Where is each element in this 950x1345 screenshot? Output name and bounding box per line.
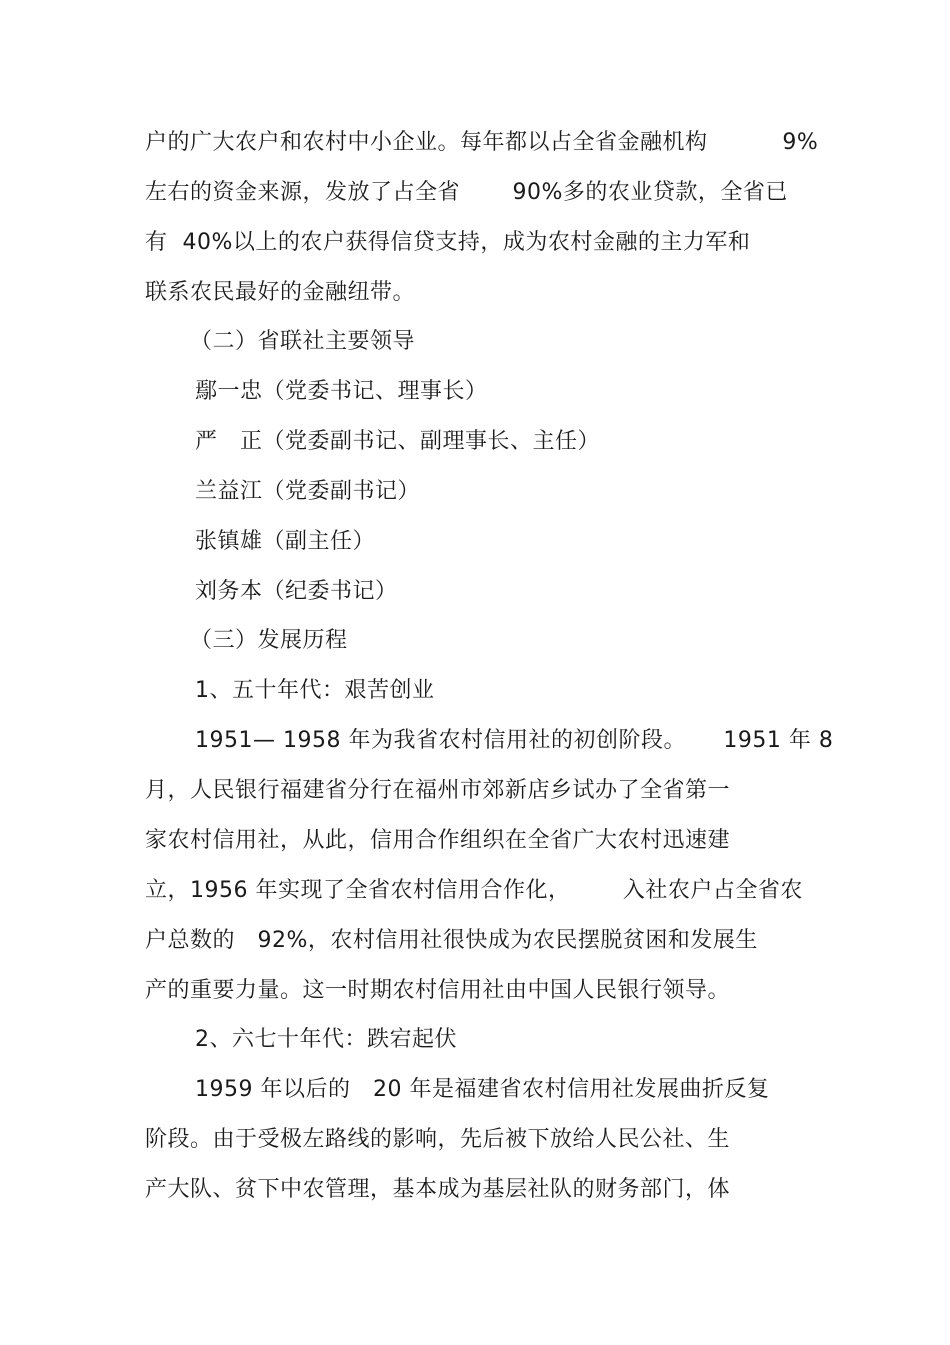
text-line: 立，1956 年实现了全省农村信用合作化， 入社农户占全省农	[145, 878, 803, 903]
text-line: 左右的资金来源，发放了占全省 90%多的农业贷款，全省已	[145, 180, 788, 205]
text-line: 户的广大农户和农村中小企业。每年都以占全省金融机构 9%	[145, 130, 819, 155]
section-heading: （三）发展历程	[190, 628, 348, 653]
text-line: 产的重要力量。这一时期农村信用社由中国人民银行领导。	[145, 978, 731, 1003]
text-line: 1951— 1958 年为我省农村信用社的初创阶段。 1951 年 8	[195, 728, 834, 753]
text-line: 家农村信用社，从此，信用合作组织在全省广大农村迅速建	[145, 828, 731, 853]
leader-entry: 鄢一忠（党委书记、理事长）	[195, 379, 488, 404]
subsection-heading: 1、五十年代：艰苦创业	[195, 678, 435, 703]
text-line: 联系农民最好的金融纽带。	[145, 280, 416, 305]
text-line: 产大队、贫下中农管理，基本成为基层社队的财务部门，体	[145, 1177, 731, 1202]
text-line: 阶段。由于受极左路线的影响，先后被下放给人民公社、生	[145, 1127, 731, 1152]
section-heading: （二）省联社主要领导	[190, 329, 416, 354]
text-line: 1959 年以后的 20 年是福建省农村信用社发展曲折反复	[195, 1077, 770, 1102]
leader-entry: 兰益江（党委副书记）	[195, 479, 421, 504]
subsection-heading: 2、六七十年代：跌宕起伏	[195, 1027, 457, 1052]
leader-entry: 张镇雄（副主任）	[195, 529, 376, 554]
text-line: 户总数的 92%，农村信用社很快成为农民摆脱贫困和发展生	[145, 928, 758, 953]
leader-entry: 严 正（党委副书记、副理事长、主任）	[195, 429, 600, 454]
text-line: 月，人民银行福建省分行在福州市郊新店乡试办了全省第一	[145, 778, 731, 803]
text-line: 有 40%以上的农户获得信贷支持，成为农村金融的主力军和	[145, 230, 751, 255]
leader-entry: 刘务本（纪委书记）	[195, 579, 398, 604]
